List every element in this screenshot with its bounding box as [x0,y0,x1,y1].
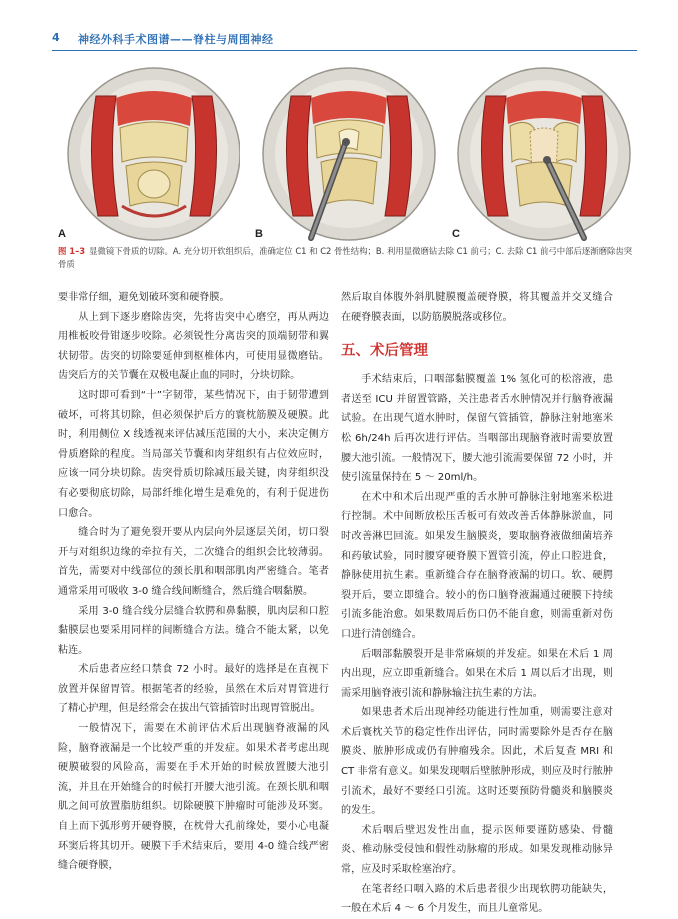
surgical-figure [56,66,636,244]
paragraph: 在笔者经口咽入路的术后患者很少出现软腭功能缺失，一般在术后 4 ～ 6 个月发生，而且儿童常见。 [341,883,613,915]
paragraph: 缝合时为了避免裂开要从内层向外层逐层关闭，切口裂开与对组织边缘的牵拉有关，二次缝合的组织会比较薄弱。首先，需要对中线部位的颈长肌和咽部肌肉严密缝合。笔者通常采用可吸收 3-0 缝合线间断缝合，然后缝合咽黏膜。 [58,527,329,597]
left-column [58,288,329,876]
page-header [52,31,632,51]
caption-label: 图 1–3 [58,246,86,256]
figure-panel-b [253,66,437,244]
paragraph: 在术中和术后出现严重的舌水肿可静脉注射地塞米松进行控制。术中间断放松压舌板可有效改善舌体静脉淤血，同时改善淋巴回流。如果发生脑膜炎，要取脑脊液做细菌培养和药敏试验，同时腰穿硬脊膜下置管引流，停止口腔进食，静脉使用抗生素。重新缝合存在脑脊液漏的切口。软、硬腭裂开后，要立即缝合。较小的伤口脑脊液漏通过硬膜下持续引流多能治愈。如果数周后伤口仍不能自愈，则需重新对伤口进行清创缝合。 [341,491,613,640]
illustration-panel-a [56,66,240,244]
illustration-panel-b [253,66,437,244]
paragraph: 一般情况下，需要在术前评估术后出现脑脊液漏的风险，脑脊液漏是一个比较严重的并发症。如果术者考虑出现硬膜破裂的风险高，需要在手术开始的时候放置腰大池引流，并且在开始缝合的时候打开腰大池引流。在颈长肌和咽肌之间可放置脂肪组织。切除硬膜下肿瘤时可能涉及环窦。自上而下弧形剪开硬脊膜，在枕骨大孔前缘处，要小心电凝环窦后将其切开。硬膜下手术结束后，要用 4-0 缝合线严密缝合硬脊膜， [58,723,329,872]
figure-panel-c [450,66,634,244]
paragraph: 从上到下逐步磨除齿突，先将齿突中心磨空，再从两边用椎板咬骨钳逐步咬除。必须锐性分离齿突的顶端韧带和翼状韧带。齿突的切除要延伸到枢椎体内，可使用显微磨钻。齿突后方的关节囊在双极电凝止血的同时，分块切除。 [58,311,329,382]
panel-label-b: B [255,228,263,240]
caption-text: 显微镜下骨质的切除。A. 充分切开软组织后，准确定位 C1 和 C2 骨性结构；B. 利用显微磨钻去除 C1 前弓；C. 去除 C1 前弓中部后逐渐磨除齿突骨质 [58,246,633,269]
paragraph: 然后取自体腹外斜肌腱膜覆盖硬脊膜，将其覆盖并交叉缝合在硬脊膜表面，以防筋膜脱落或移位。 [341,292,613,323]
panel-label-c: C [452,228,460,240]
figure-panel-a [56,66,240,244]
paragraph: 采用 3-0 缝合线分层缝合软腭和鼻黏膜，肌肉层和口腔黏膜层也要采用同样的间断缝合方法。缝合不能太紧，以免粘连。 [58,605,329,656]
right-column [341,288,613,919]
paragraph: 术后咽后壁迟发性出血，提示医师要谨防感染、骨髓炎、椎动脉受侵蚀和假性动脉瘤的形成。如果发现椎动脉异常，应及时采取栓塞治疗。 [341,824,613,876]
paragraph: 术后患者应经口禁食 72 小时。最好的选择是在直视下放置并保留胃管。根据笔者的经验，虽然在术后对胃管进行了精心护理，但是经常会在拔出气管插管时出现胃管脱出。 [58,664,329,715]
paragraph: 如果患者术后出现神经功能进行性加重，则需要注意对术后寰枕关节的稳定性作出评估，同时需要除外是否存在脑膜炎、脓肿形成或仍有肿瘤残余。因此，术后复查 MRI 和 CT 非常有意义。如果发现咽后壁脓肿形成，则应及时行脓肿引流术，最好不要经口引流。这时还要预防骨髓炎和脑膜炎的发生。 [341,707,613,817]
section-heading: 五、术后管理 [341,343,428,360]
page-number: 4 [52,31,60,44]
header-rule [52,50,637,51]
figure-caption [58,245,640,271]
paragraph: 这时即可看到“十”字韧带，某些情况下，由于韧带遭到破坏，可将其切除，但必须保护后方的寰枕筋膜及硬膜。此时，利用侧位 X 线透视来评估减压范围的大小，来决定侧方骨质磨除的程度。当局部关节囊和肉芽组织有占位效应时，应该一同分块切除。齿突骨质切除减压最关键，肉芽组织没有必要彻底切除，局部纤维化增生是难免的，有利于促进伤口愈合。 [58,389,329,519]
illustration-panel-c [450,66,634,244]
running-title: 神经外科手术图谱——脊柱与周围神经 [78,33,274,46]
paragraph: 手术结束后，口咽部黏膜覆盖 1% 氢化可的松溶液，患者送至 ICU 并留置管路，关注患者舌水肿情况并行脑脊液漏试验。在出现气道水肿时，保留气管插管，静脉注射地塞米松 6h/24h 后再次进行评估。当咽部出现脑脊液时需要放置腰大池引流。一般情况下，腰大池引流需要保留 72 小时，并使引流量保持在 5 ～ 20ml/h。 [341,374,613,484]
paragraph: 后咽部黏膜裂开是非常麻烦的并发症。如果在术后 1 周内出现，应立即重新缝合。如果在术后 1 周以后才出现，则需采用脑脊液引流和静脉输注抗生素的方法。 [341,648,613,699]
paragraph: 要非常仔细，避免划破环窦和硬脊膜。 [58,292,230,303]
panel-label-a: A [58,228,66,240]
